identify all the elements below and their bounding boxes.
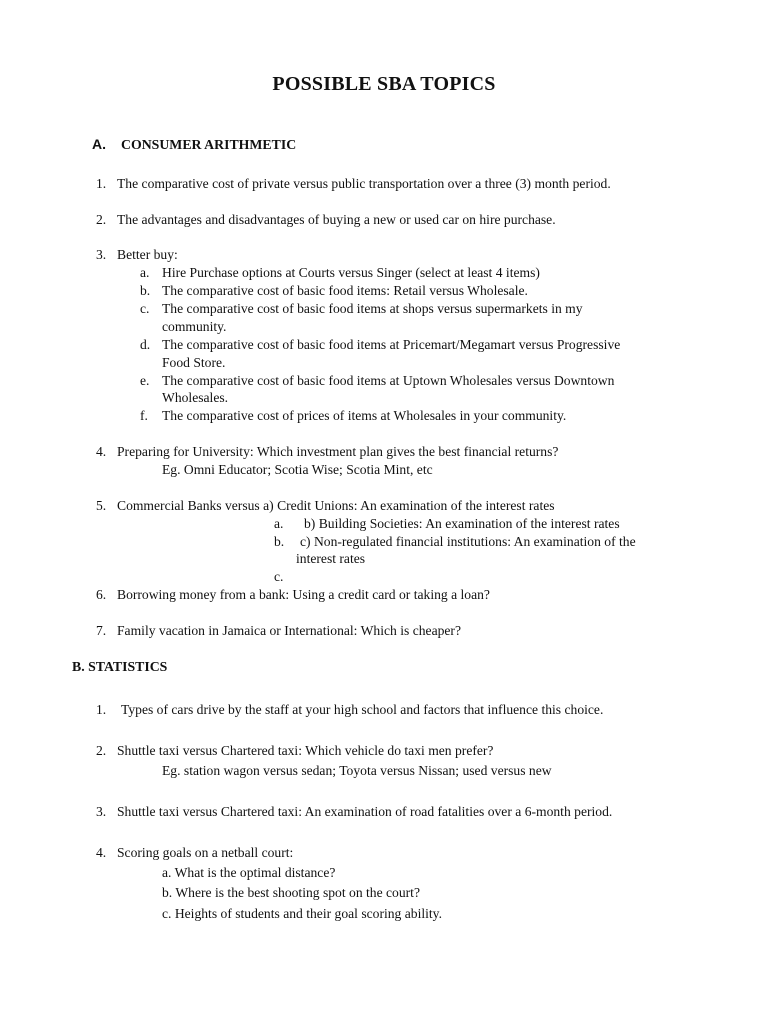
sub-item: a. What is the optimal distance?	[162, 865, 336, 880]
list-number: 7.	[96, 623, 107, 638]
list-number: 5.	[96, 498, 107, 513]
sub-item-continuation: Wholesales.	[162, 390, 229, 405]
sub-item: The comparative cost of basic food items at Uptown Wholesales versus Downtown	[162, 373, 615, 388]
sub-letter: f.	[140, 408, 148, 423]
list-number: 6.	[96, 587, 107, 602]
page-title: POSSIBLE SBA TOPICS	[272, 73, 496, 95]
sub-letter: e.	[140, 373, 150, 388]
sub-letter: c.	[274, 569, 284, 584]
sub-letter: b.	[140, 283, 151, 298]
sub-letter: d.	[140, 337, 151, 352]
sub-letter: a.	[274, 516, 284, 531]
list-item: The comparative cost of private versus public transportation over a three (3) month period.	[117, 176, 611, 191]
list-item: Types of cars drive by the staff at your high school and factors that influence this choice.	[121, 702, 604, 717]
list-item: Scoring goals on a netball court:	[117, 845, 294, 860]
sub-item-continuation: interest rates	[296, 551, 366, 566]
sub-item: The comparative cost of basic food items: Retail versus Wholesale.	[162, 283, 528, 298]
sub-item: The comparative cost of basic food items at shops versus supermarkets in my	[162, 301, 583, 316]
list-item: Family vacation in Jamaica or International: Which is cheaper?	[117, 623, 461, 638]
list-item: Shuttle taxi versus Chartered taxi: Which vehicle do taxi men prefer?	[117, 743, 494, 758]
sub-item: b) Building Societies: An examination of the interest rates	[304, 516, 620, 531]
section-a-heading: CONSUMER ARITHMETIC	[121, 137, 297, 152]
sub-item: Hire Purchase options at Courts versus Singer (select at least 4 items)	[162, 265, 540, 280]
list-number: 1.	[96, 702, 107, 717]
sub-item: c) Non-regulated financial institutions: An examination of the	[300, 534, 636, 549]
list-number: 3.	[96, 247, 107, 262]
list-number: 2.	[96, 743, 107, 758]
sub-item-continuation: community.	[162, 319, 227, 334]
sub-item: The comparative cost of basic food items at Pricemart/Megamart versus Progressive	[162, 337, 621, 352]
list-number: 1.	[96, 176, 107, 191]
sub-item: The comparative cost of prices of items at Wholesales in your community.	[162, 408, 567, 423]
list-item: Better buy:	[117, 247, 178, 262]
section-b-heading: B. STATISTICS	[72, 659, 168, 674]
sub-item: c. Heights of students and their goal scoring ability.	[162, 906, 442, 921]
sub-item: b. Where is the best shooting spot on the court?	[162, 885, 420, 900]
list-item: Commercial Banks versus a) Credit Unions: An examination of the interest rates	[117, 498, 555, 513]
list-item: The advantages and disadvantages of buying a new or used car on hire purchase.	[117, 212, 556, 227]
sub-letter: c.	[140, 301, 150, 316]
sub-letter: a.	[140, 265, 150, 280]
list-item: Preparing for University: Which investment plan gives the best financial returns?	[117, 444, 559, 459]
list-number: 4.	[96, 444, 107, 459]
example-note: Eg. Omni Educator; Scotia Wise; Scotia Mint, etc	[162, 462, 433, 477]
list-number: 2.	[96, 212, 107, 227]
sub-item-continuation: Food Store.	[162, 355, 226, 370]
sub-letter: b.	[274, 534, 285, 549]
list-item: Borrowing money from a bank: Using a credit card or taking a loan?	[117, 587, 490, 602]
section-a-marker: A.	[92, 136, 106, 152]
list-number: 3.	[96, 804, 107, 819]
list-number: 4.	[96, 845, 107, 860]
list-item: Shuttle taxi versus Chartered taxi: An examination of road fatalities over a 6-month period.	[117, 804, 613, 819]
example-note: Eg. station wagon versus sedan; Toyota versus Nissan; used versus new	[162, 763, 552, 778]
